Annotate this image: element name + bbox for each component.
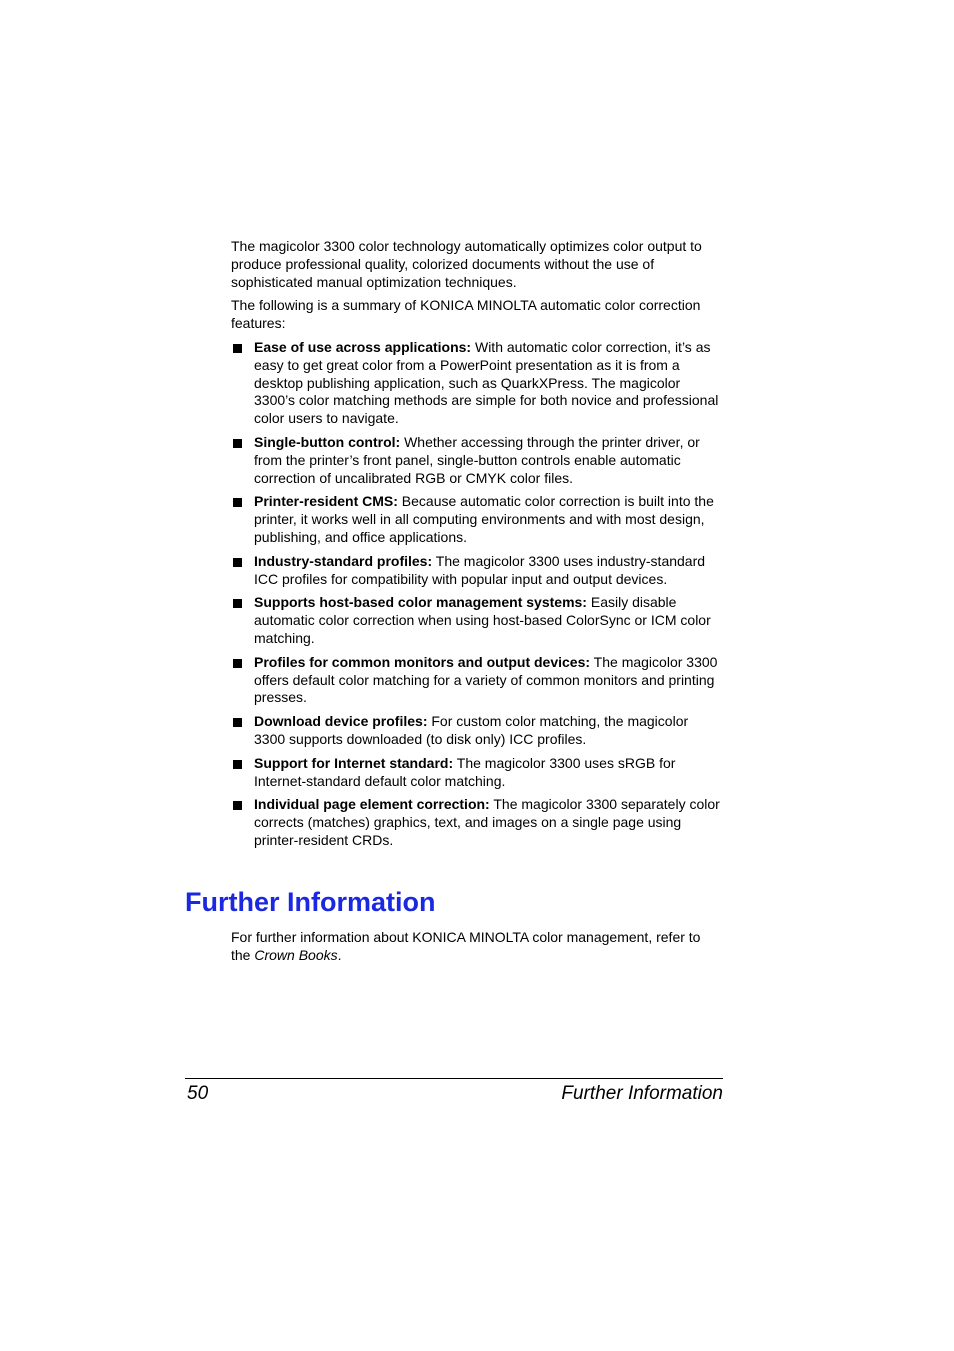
feature-item [231, 755, 723, 791]
section-emphasis: Crown Books [254, 946, 338, 963]
footer-divider [185, 1078, 723, 1079]
feature-text: With automatic color correction, it’s as easy to get great color from a PowerPoint presentation as it is from a desktop publishing application, such as QuarkXPress. The magicolor 3300’s color matching methods are simple for both novice and professional color users to navigate. [254, 338, 719, 427]
feature-item [231, 796, 723, 849]
square-bullet-icon [233, 659, 242, 668]
section-paragraph [231, 929, 723, 965]
feature-term: Supports host-based color management systems: [254, 594, 587, 611]
square-bullet-icon [233, 760, 242, 769]
footer-title: Further Information [561, 1083, 723, 1104]
feature-term: Download device profiles: [254, 713, 428, 730]
square-bullet-icon [233, 718, 242, 727]
section-text-before: For further information about KONICA MINOLTA color management, refer to the [231, 929, 701, 963]
feature-text: Because automatic color correction is built into the printer, it works well in all computing environments and with most design, publishing, and office applications. [254, 493, 714, 545]
feature-text: Easily disable automatic color correction when using host-based ColorSync or ICM color matching. [254, 594, 711, 646]
feature-item [231, 434, 723, 487]
feature-text: The magicolor 3300 separately color corrects (matches) graphics, text, and images on a single page using printer-resident CRDs. [254, 796, 720, 848]
feature-list [231, 339, 723, 850]
feature-item [231, 594, 723, 647]
square-bullet-icon [233, 344, 242, 353]
feature-term: Individual page element correction: [254, 796, 490, 813]
feature-item [231, 654, 723, 707]
section-heading: Further Information [185, 887, 436, 917]
feature-term: Profiles for common monitors and output devices: [254, 653, 591, 670]
feature-text: For custom color matching, the magicolor 3300 supports downloaded (to disk only) ICC profiles. [254, 713, 689, 747]
square-bullet-icon [233, 439, 242, 448]
square-bullet-icon [233, 801, 242, 810]
intro-paragraph-1: The magicolor 3300 color technology automatically optimizes color output to produce professional quality, colorized documents without the use of sophisticated manual optimization techniques. [231, 238, 702, 290]
feature-term: Industry-standard profiles: [254, 552, 433, 569]
feature-item [231, 713, 723, 749]
feature-item [231, 493, 723, 546]
feature-term: Support for Internet standard: [254, 754, 454, 771]
feature-text: The magicolor 3300 uses industry-standard ICC profiles for compatibility with popular input and output devices. [254, 552, 706, 587]
feature-text: The magicolor 3300 offers default color matching for a variety of common monitors and printing presses. [254, 653, 718, 706]
feature-term: Ease of use across applications: [254, 338, 472, 355]
section-text-after: . [337, 946, 342, 963]
square-bullet-icon [233, 599, 242, 608]
square-bullet-icon [233, 558, 242, 567]
square-bullet-icon [233, 498, 242, 507]
feature-text: The magicolor 3300 uses sRGB for Internet-standard default color matching. [254, 754, 676, 789]
feature-text: Whether accessing through the printer driver, or from the printer’s front panel, single-button controls enable automatic correction of uncalibrated RGB or CMYK color files. [254, 433, 700, 486]
feature-term: Single-button control: [254, 433, 401, 450]
footer-page-number: 50 [187, 1083, 209, 1104]
body-text-block [231, 238, 723, 856]
feature-item [231, 339, 723, 428]
feature-term: Printer-resident CMS: [254, 493, 398, 510]
intro-paragraph-2: The following is a summary of KONICA MINOLTA automatic color correction features: [231, 297, 701, 332]
feature-item [231, 553, 723, 589]
